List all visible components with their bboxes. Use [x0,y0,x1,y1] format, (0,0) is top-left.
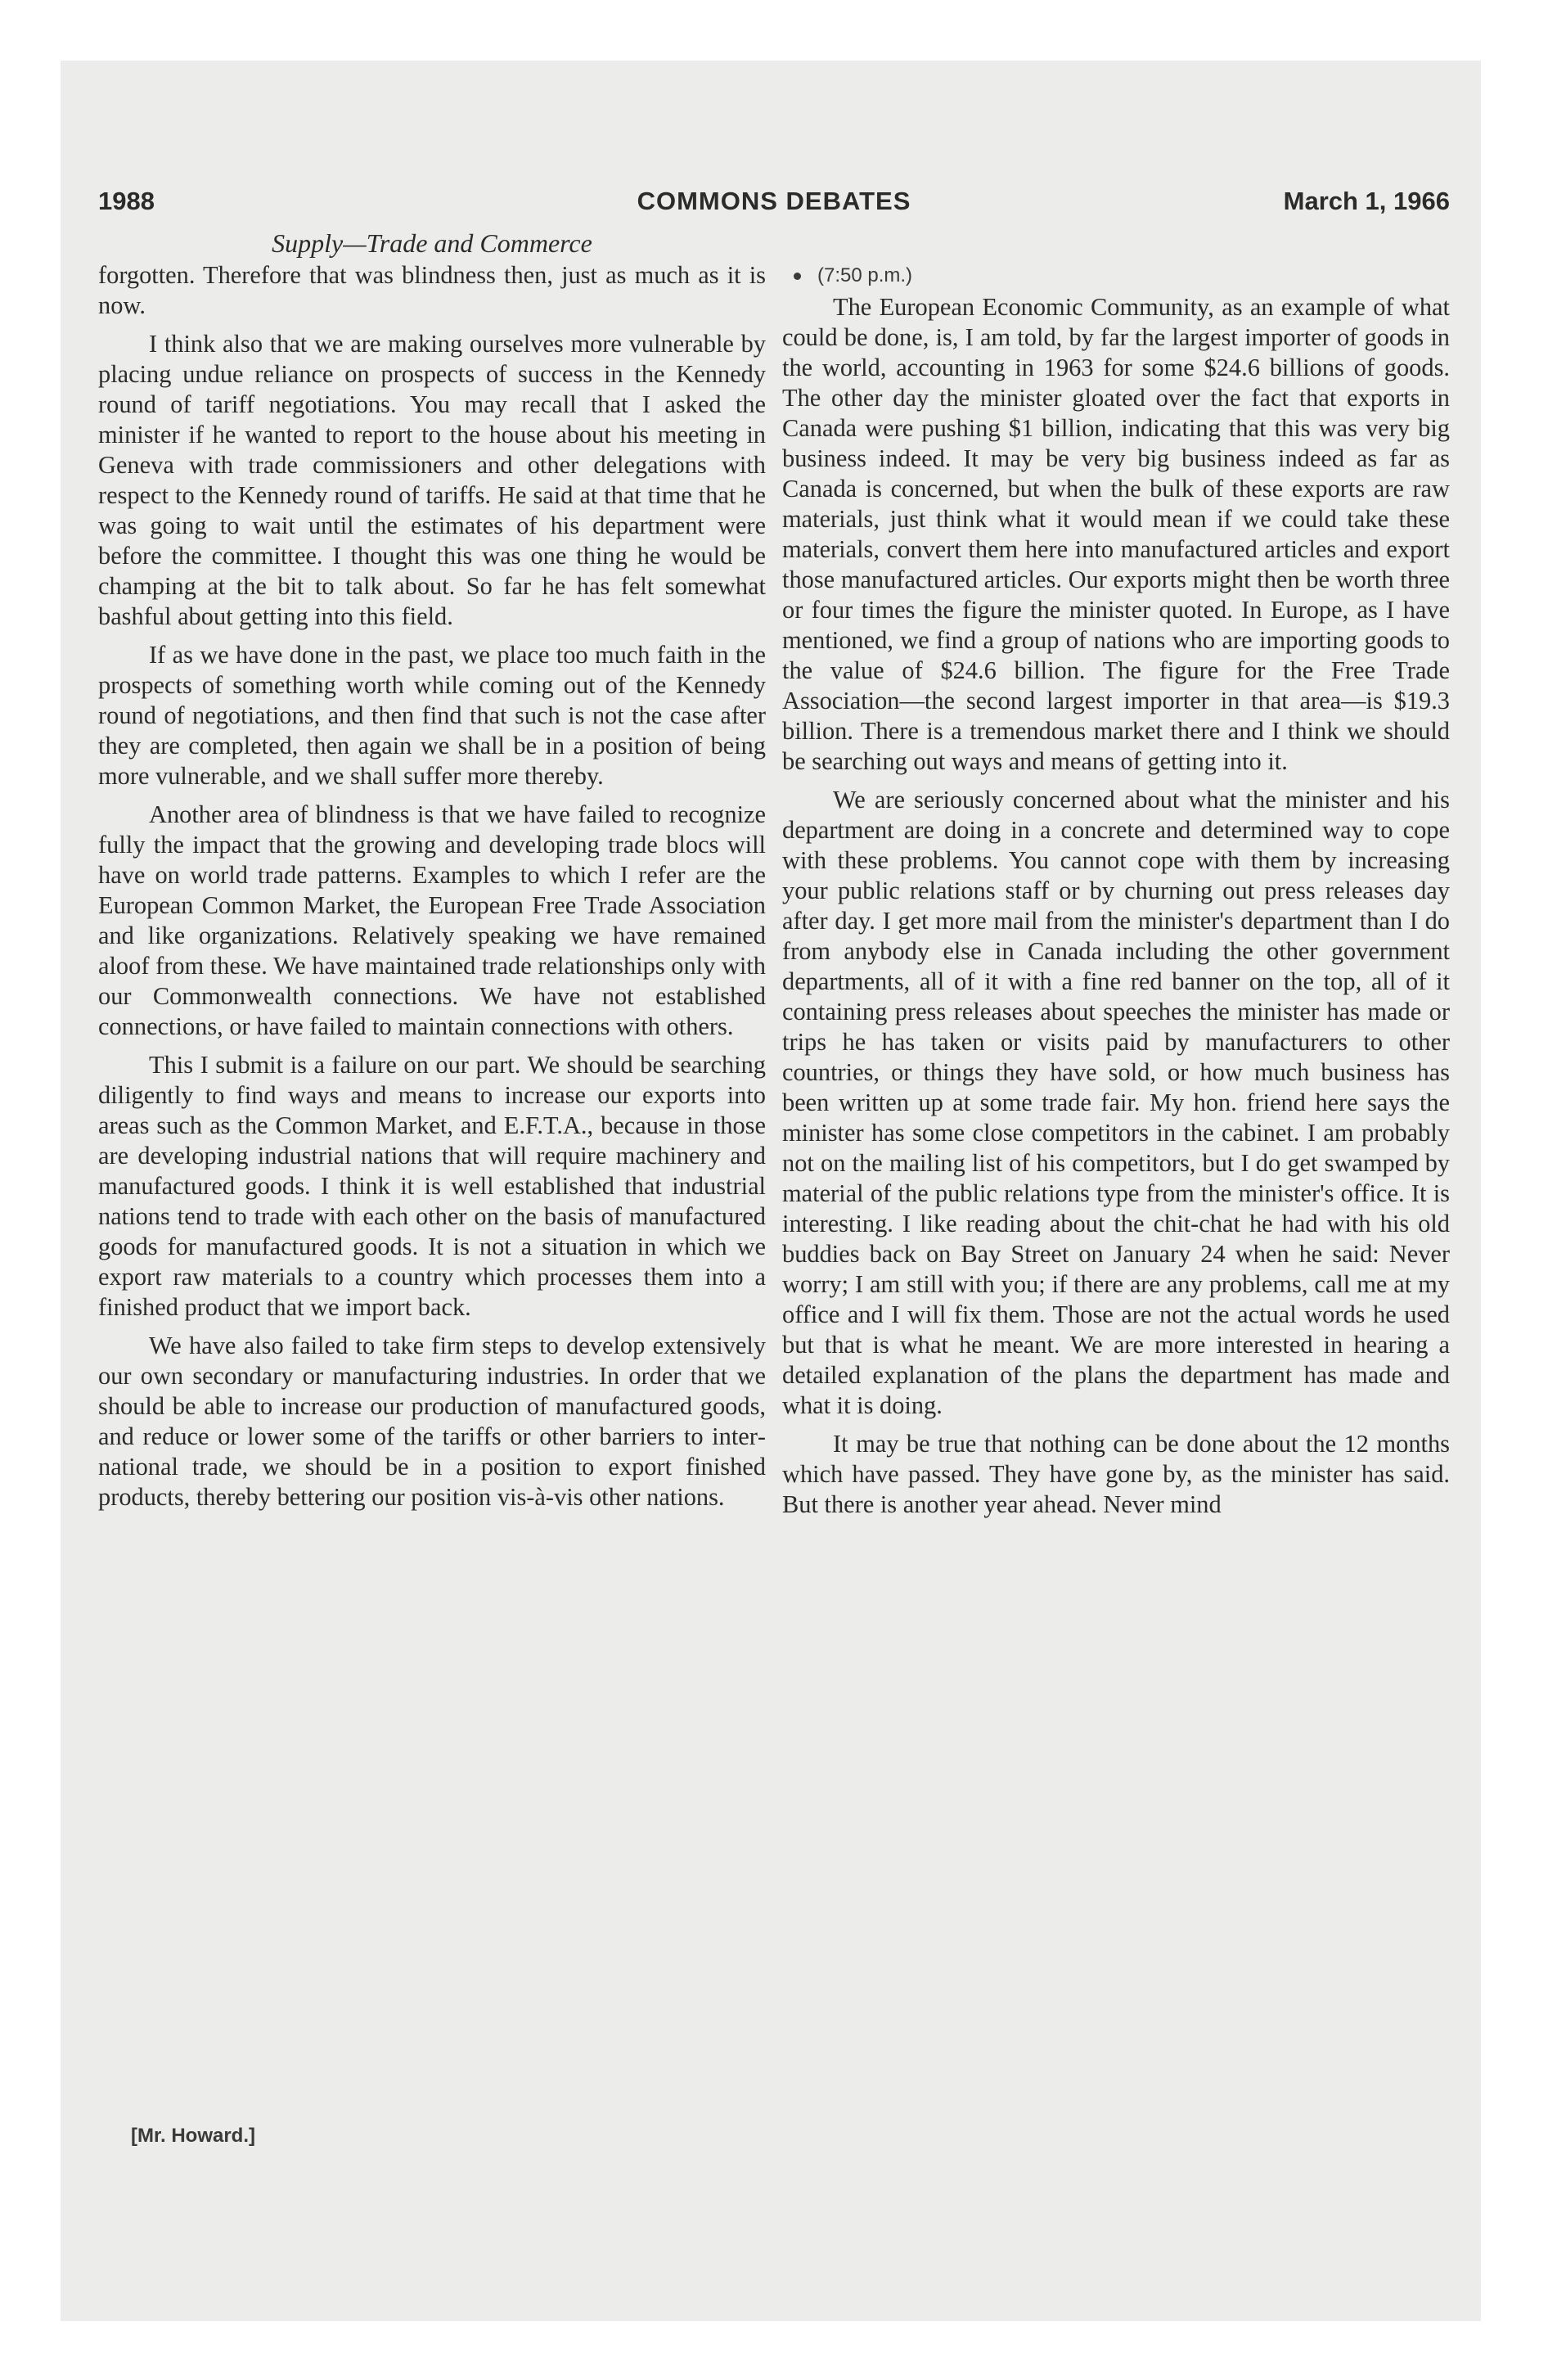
paragraph: It may be true that nothing can be done about the 12 months which have passed. They have gone by, as the minister has said. But there is another year ahead. Never mind [782,1430,1450,1518]
issue-date: March 1, 1966 [1283,187,1450,215]
page-header [98,187,1450,224]
time-stamp-text: (7:50 p.m.) [817,264,913,286]
paragraph: If as we have done in the past, we place too much faith in the prospects of something worth while coming out of the Kennedy round of negotiations, and then find that such is not the case after they are completed, then again we shall be in a position of being more vulnerable, and we shall suffer more thereby. [98,641,766,790]
right-column [782,260,1450,1528]
journal-title: COMMONS DEBATES [637,187,911,215]
paragraph: The European Economic Community, as an example of what could be done, is, I am told, by far the largest importer of goods in the world, accounting in 1963 for some $24.6 billions of goods. The other day the minister gloated over the fact that exports in Canada were pushing $1 billion, indicating that this was very big business indeed. It may be very big business indeed as far as Canada is concerned, but when the bulk of these exports are raw materials, just think what it would mean if we could take these materials, convert them here into manufactured articles and export those manufactured articles. Our exports might then be worth three or four times the figure the minister quoted. In Europe, as I have mentioned, we find a group of nations who are importing goods to the value of $24.6 billion. The figure for the Free Trade Association—the second largest importer in that area—is $19.3 billion. There is a tremendous market there and I think we should be searching out ways and means of getting into it. [782,293,1450,775]
paragraph: I think also that we are making ourselves more vulnerable by placing undue reliance on prospects of success in the Kennedy round of tariff negotiations. You may recall that I asked the minister if he wanted to report to the house about his meeting in Geneva with trade commissioners and other delegations with respect to the Kennedy round of tariffs. He said at that time that he was going to wait until the estimates of his department were before the committee. I thought this was one thing he would be champing at the bit to talk about. So far he has felt somewhat bashful about getting into this field. [98,330,766,630]
speaker-tag: [Mr. Howard.] [131,2125,256,2147]
bullet-icon [794,273,801,280]
paragraph: Another area of blindness is that we have failed to recognize fully the impact that the growing and developing trade blocs will have on world trade patterns. Examples to which I refer are the European Common Market, the European Free Trade Association and like organizations. Relatively speaking we have remained aloof from these. We have maintained trade relationships only with our Commonwealth connections. We have not established connections, or have failed to maintain connections with others. [98,800,766,1040]
paragraph: forgotten. Therefore that was blindness then, just as much as it is now. [98,261,766,319]
page-number: 1988 [98,187,155,215]
paragraph: We have also failed to take firm steps to develop extensively our own secondary or manufacturing industries. In order that we should be able to increase our production of manufactured goods, and reduce or lower some of the tariffs or other barriers to international trade, we should be in a position to export finished products, thereby bettering our position vis-à-vis other nations. [98,1332,766,1511]
paragraph: This I submit is a failure on our part. We should be searching diligently to find ways and means to increase our exports into areas such as the Common Market, and E.F.T.A., because in those are developing industrial nations that will require machinery and manufactured goods. I think it is well established that industrial nations tend to trade with each other on the basis of manufactured goods for manufactured goods. It is not a situation in which we export raw materials to a country which processes them into a finished product that we import back. [98,1051,766,1321]
running-head: Supply—Trade and Commerce [272,228,592,258]
left-column [98,260,766,1521]
paragraph: We are seriously concerned about what the minister and his department are doing in a concrete and determined way to cope with these problems. You cannot cope with them by increasing your public relations staff or by churning out press releases day after day. I get more mail from the minister's department than I do from anybody else in Canada including the other government departments, all of it with a fine red banner on the top, all of it containing press releases about speeches the minister has made or trips he has taken or visits paid by manufacturers to other countries, or things they have sold, or how much business has been written up at some trade fair. My hon. friend here says the minister has some close competitors in the cabinet. I am probably not on the mailing list of his competitors, but I do get swamped by material of the public relations type from the minister's office. It is interesting. I like reading about the chit-chat he had with his old buddies back on Bay Street on January 24 when he said: Never worry; I am still with you; if there are any problems, call me at my office and I will fix them. Those are not the actual words he used but that is what he meant. We are more interested in hearing a detailed explanation of the plans the department has made and what it is doing. [782,786,1450,1419]
time-stamp [794,260,1450,291]
